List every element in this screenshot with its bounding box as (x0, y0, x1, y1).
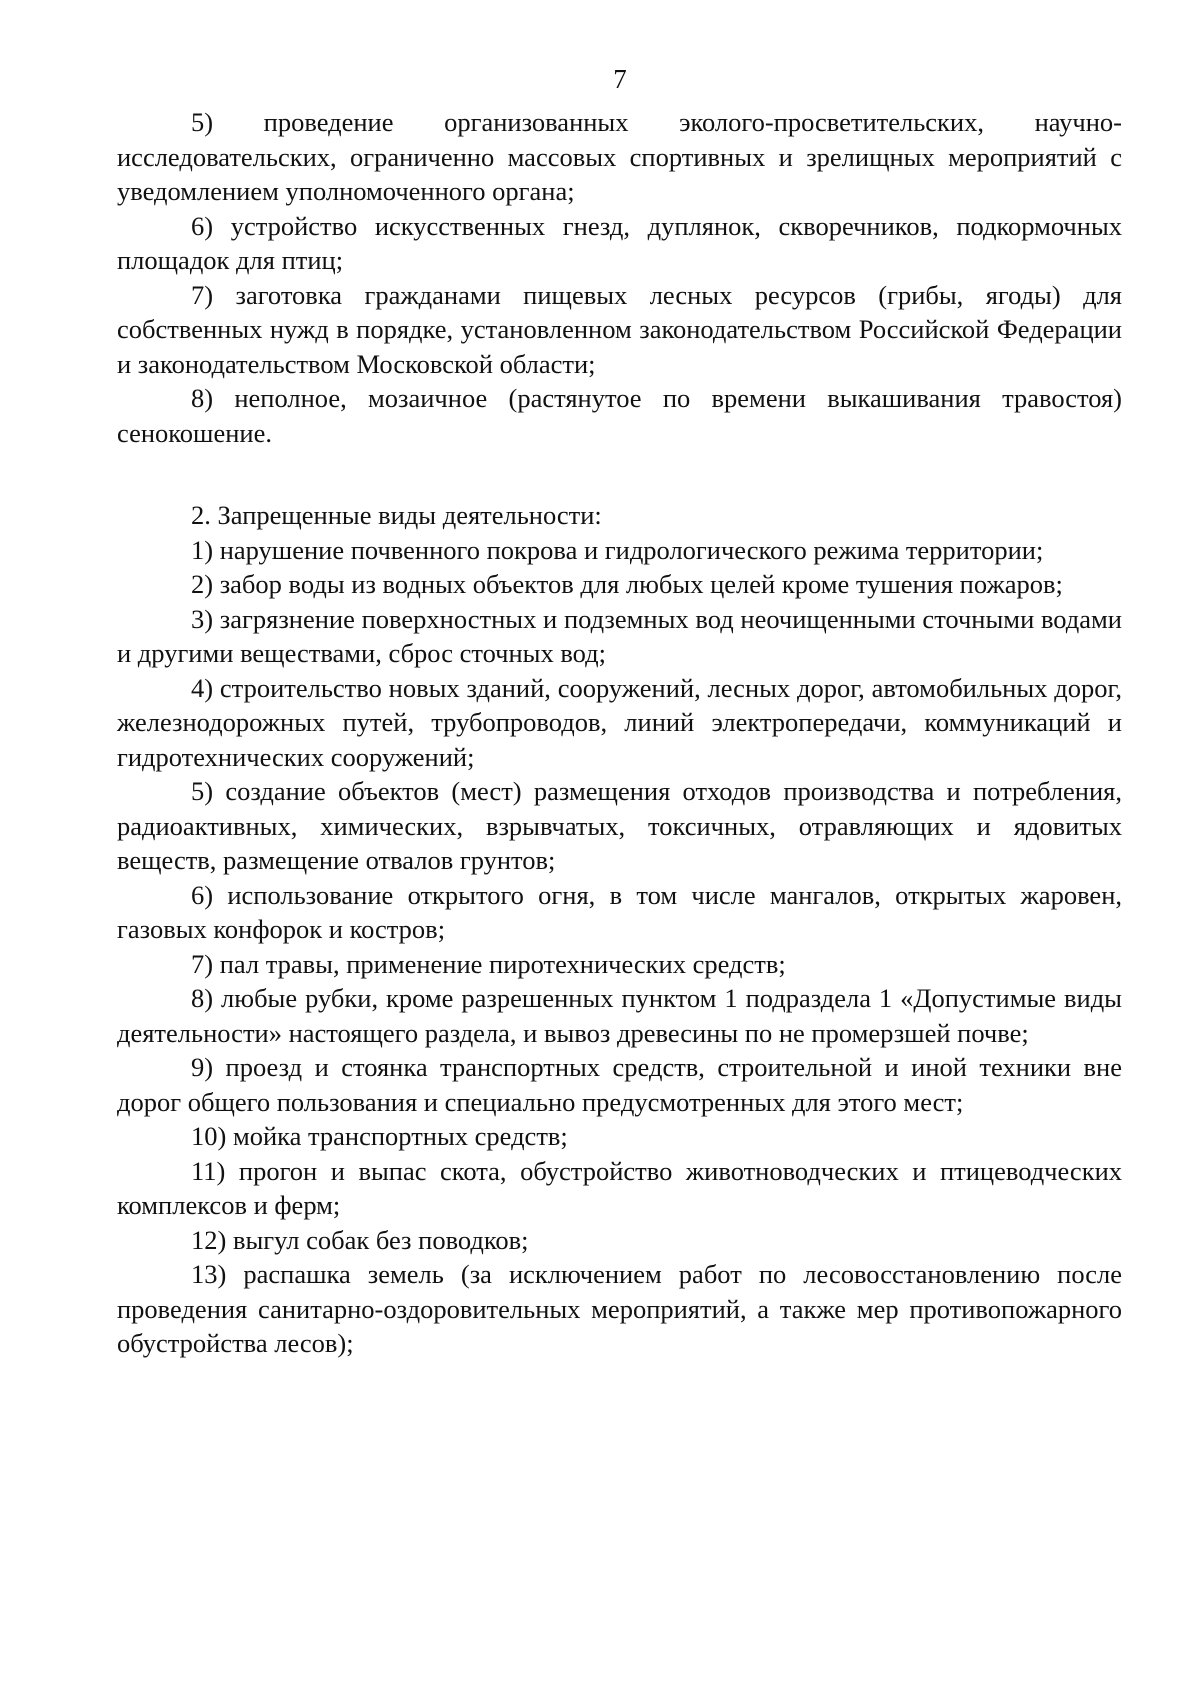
prohibited-item: 3) загрязнение поверхностных и подземных вод неочищенными сточными водами и другими веществами, сброс сточных вод; (117, 603, 1122, 668)
prohibited-item: 8) любые рубки, кроме разрешенных пунктом 1 подраздела 1 «Допустимые виды деятельности» настоящего раздела, и вывоз древесины по не промерзшей почве; (117, 983, 1122, 1048)
prohibited-item: 12) выгул собак без поводков; (191, 1224, 529, 1255)
prohibited-item: 6) использование открытого огня, в том числе мангалов, открытых жаровен, газовых конфорок и костров; (117, 879, 1122, 944)
allowed-item: 7) заготовка гражданами пищевых лесных ресурсов (грибы, ягоды) для собственных нужд в порядке, установленном законодательством Российской Федерации и законодательством Московской области; (117, 279, 1122, 379)
allowed-item: 6) устройство искусственных гнезд, дуплянок, скворечников, подкормочных площадок для птиц; (117, 210, 1122, 275)
prohibited-item: 4) строительство новых зданий, сооружений, лесных дорог, автомобильных дорог, железнодорожных путей, трубопроводов, линий электропередачи, коммуникаций и гидротехнических сооружений; (117, 672, 1122, 772)
section-heading: 2. Запрещенные виды деятельности: (191, 500, 602, 530)
prohibited-item: 5) создание объектов (мест) размещения отходов производства и потребления, радиоактивных, химических, взрывчатых, токсичных, отравляющих и ядовитых веществ, размещение отвалов грунтов; (117, 776, 1122, 875)
section-spacer (117, 450, 1122, 498)
prohibited-item: 1) нарушение почвенного покрова и гидрологического режима территории; (191, 534, 1044, 565)
allowed-item: 8) неполное, мозаичное (растянутое по времени выкашивания травостоя) сенокошение. (117, 383, 1122, 448)
document-body (117, 105, 1122, 1361)
prohibited-item: 7) пал травы, применение пиротехнических средств; (191, 948, 786, 979)
page-number: 7 (613, 64, 627, 94)
prohibited-item: 11) прогон и выпас скота, обустройство животноводческих и птицеводческих комплексов и ферм; (117, 1155, 1122, 1220)
prohibited-item: 2) забор воды из водных объектов для любых целей кроме тушения пожаров; (191, 569, 1063, 599)
prohibited-item: 13) распашка земель (за исключением работ по лесовосстановлению после проведения санитарно-оздоровительных мероприятий, а также мер противопожарного обустройства лесов); (117, 1259, 1122, 1358)
prohibited-item: 10) мойка транспортных средств; (191, 1121, 568, 1151)
allowed-item: 5) проведение организованных эколого-просветительских, научно-исследовательских, ограниченно массовых спортивных и зрелищных мероприятий с уведомлением уполномоченного органа; (117, 107, 1122, 206)
prohibited-item: 9) проезд и стоянка транспортных средств, строительной и иной техники вне дорог общего пользования и специально предусмотренных для этого мест; (117, 1052, 1122, 1117)
